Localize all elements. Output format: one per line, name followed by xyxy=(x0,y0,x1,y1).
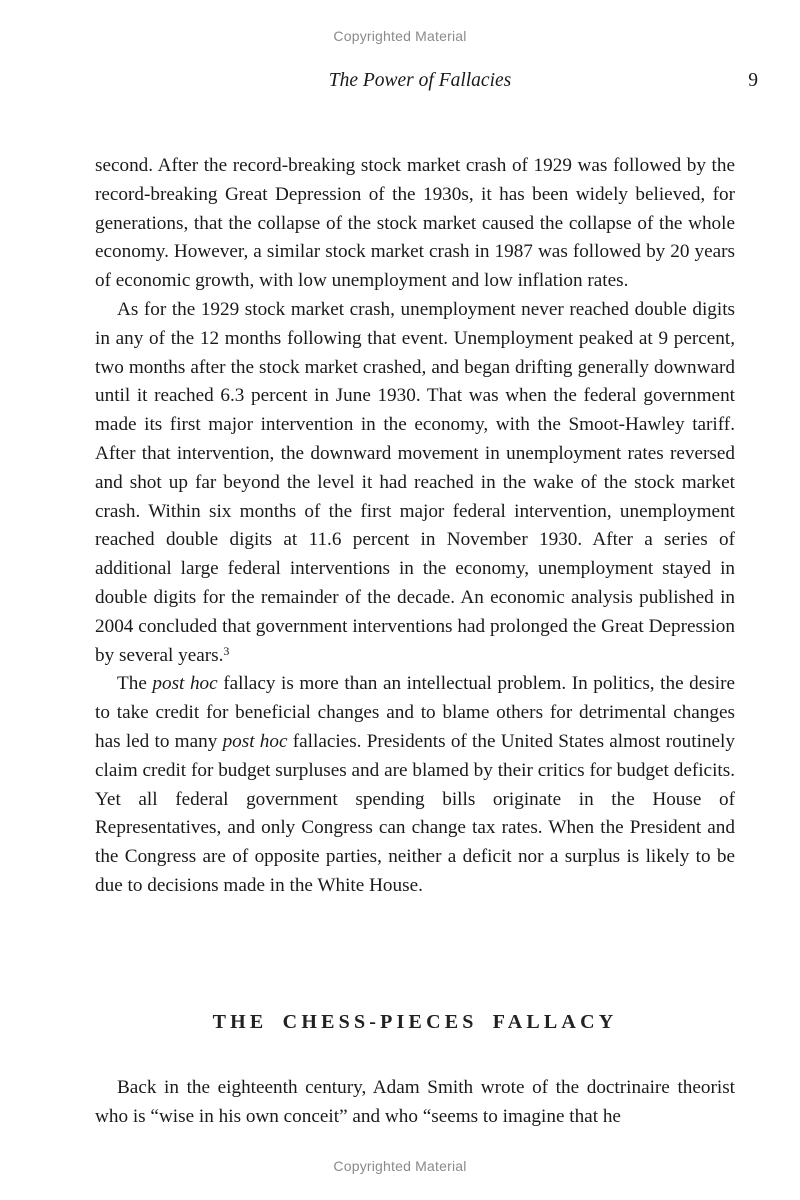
italic-term-post-hoc-2: post hoc xyxy=(222,730,288,752)
paragraph-3-mid: fallacy is more than an intellectual problem. In politics, the desire to take credit for beneficial changes and to blame others for detrimental changes has led to many xyxy=(95,673,735,752)
copyright-watermark-top: Copyrighted Material xyxy=(333,28,467,44)
paragraph-2 xyxy=(95,296,735,670)
body-text xyxy=(95,152,735,901)
paragraph-3-tail: fallacies. Presidents of the United States almost routinely claim credit for budget surpluses and are blamed by their critics for budget deficits. Yet all federal government spending bills originate in the House of Representatives, and only Congress can change tax rates. When the President and the Congress are of opposite parties, neither a deficit nor a surplus is likely to be due to decisions made in the White House. xyxy=(95,730,735,896)
footnote-marker[interactable]: 3 xyxy=(223,643,230,658)
section-paragraph-1: Back in the eighteenth century, Adam Smith wrote of the doctrinaire theorist who is “wise in his own conceit” and who “seems to imagine that he xyxy=(95,1077,735,1127)
copyright-watermark-bottom: Copyrighted Material xyxy=(333,1158,467,1174)
section-body xyxy=(95,1074,735,1132)
italic-term-post-hoc: post hoc xyxy=(152,673,218,695)
section-heading: THE CHESS-PIECES FALLACY xyxy=(212,1011,618,1033)
page-number: 9 xyxy=(748,70,758,91)
running-title: The Power of Fallacies xyxy=(328,70,512,91)
paragraph-3-lead: The xyxy=(117,673,153,695)
paragraph-1: second. After the record-breaking stock market crash of 1929 was followed by the record-breaking Great Depression of the 1930s, it has been widely believed, for generations, that the collapse of the stock market caused the collapse of the whole economy. However, a similar stock market crash in 1987 was followed by 20 years of economic growth, with low unemployment and low inflation rates. xyxy=(95,155,735,292)
paragraph-2-text: As for the 1929 stock market crash, unemployment never reached double digits in any of the 12 months following that event. Unemployment peaked at 9 percent, two months after the stock market crashed, and began drifting generally downward until it reached 6.3 percent in June 1930. That was when the federal government made its first major intervention in the economy, with the Smoot-Hawley tariff. After that intervention, the downward movement in unemployment rates reversed and shot up far beyond the level it had reached in the wake of the stock market crash. Within six months of the first major federal intervention, unemployment reached double digits at 11.6 percent in November 1930. After a series of additional large federal interventions in the economy, unemployment stayed in double digits for the remainder of the decade. An economic analysis published in 2004 concluded that government interventions had prolonged the Great Depression by several years. xyxy=(95,298,735,666)
paragraph-3 xyxy=(95,670,735,900)
running-head xyxy=(0,70,800,94)
